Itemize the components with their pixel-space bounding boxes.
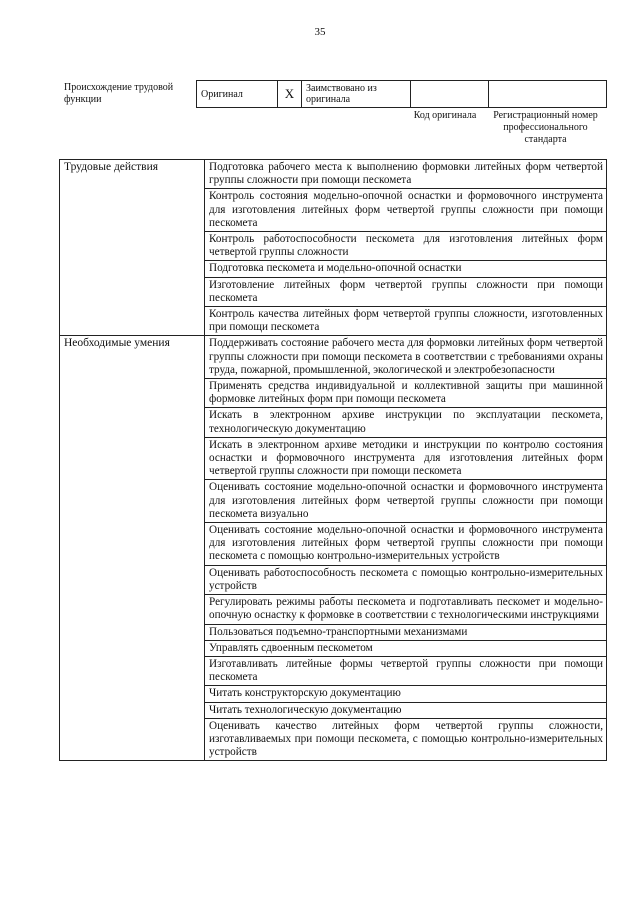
borrowed-cell: Заимствовано из оригинала <box>302 81 411 108</box>
table-row <box>60 160 607 189</box>
origin-label: Происхождение трудовой функции <box>64 82 174 105</box>
original-mark: X <box>278 81 302 108</box>
list-item: Оценивать работоспособность пескомета с помощью контрольно-измерительных устройств <box>205 565 607 594</box>
list-item: Оценивать состояние модельно-опочной оснастки и формовочного инструмента для изготовления литейных форм четвертой группы сложности при помощи пескомета визуально <box>205 480 607 523</box>
section-label: Трудовые действия <box>60 160 205 336</box>
section-label: Необходимые умения <box>60 336 205 761</box>
list-item: Изготовление литейных форм четвертой группы сложности при помощи пескомета <box>205 277 607 306</box>
table-row <box>60 336 607 379</box>
list-item: Контроль качества литейных форм четвертой группы сложности, изготовленных при помощи пескомета <box>205 307 607 336</box>
list-item: Оценивать качество литейных форм четвертой группы сложности, изготавливаемых при помощи пескомета, с помощью контрольно-измерительных устройств <box>205 718 607 761</box>
page-number: 35 <box>314 26 326 38</box>
list-item: Управлять сдвоенным пескометом <box>205 640 607 656</box>
code-caption: Код оригинала <box>413 110 477 121</box>
list-item: Регулировать режимы работы пескомета и подготавливать пескомет и модельно-опочную оснастку к формовке в соответствии с технологическими инструкциями <box>205 595 607 624</box>
list-item: Контроль состояния модельно-опочной оснастки и формовочного инструмента для изготовления литейных форм четвертой группы сложности при помощи пескомета <box>205 189 607 232</box>
origin-captions <box>406 110 607 146</box>
list-item: Изготавливать литейные формы четвертой группы сложности при помощи пескомета <box>205 656 607 685</box>
list-item: Читать технологическую документацию <box>205 702 607 718</box>
original-code-cell <box>411 81 489 108</box>
list-item: Применять средства индивидуальной и коллективной защиты при машинной формовке литейных форм при помощи пескомета <box>205 379 607 408</box>
reg-caption: Регистрационный номер профессионального стандарта <box>493 110 598 145</box>
list-item: Оценивать состояние модельно-опочной оснастки и формовочного инструмента для изготовления литейных форм четвертой группы сложности при помощи пескомета с помощью контрольно-измерительных устройств <box>205 523 607 566</box>
list-item: Читать конструкторскую документацию <box>205 686 607 702</box>
list-item: Подготовка рабочего места к выполнению формовки литейных форм четвертой группы сложности при помощи пескомета <box>205 160 607 189</box>
list-item: Искать в электронном архиве методики и инструкции по контролю состояния оснастки и формовочного инструмента для изготовления литейных форм четвертой группы сложности при помощи пескомета <box>205 437 607 480</box>
list-item: Искать в электронном архиве инструкции по эксплуатации пескомета, технологическую документацию <box>205 408 607 437</box>
origin-table <box>196 80 607 108</box>
functions-table <box>59 159 607 761</box>
list-item: Подготовка пескомета и модельно-опочной оснастки <box>205 261 607 277</box>
list-item: Контроль работоспособности пескомета для изготовления литейных форм четвертой группы сложности <box>205 232 607 261</box>
list-item: Пользоваться подъемно-транспортными механизмами <box>205 624 607 640</box>
list-item: Поддерживать состояние рабочего места для формовки литейных форм четвертой группы сложности при помощи пескомета в соответствии с требованиями охраны труда, пожарной, промышленной, экологической и электробезопасности <box>205 336 607 379</box>
reg-number-cell <box>489 81 607 108</box>
original-cell: Оригинал <box>197 81 278 108</box>
